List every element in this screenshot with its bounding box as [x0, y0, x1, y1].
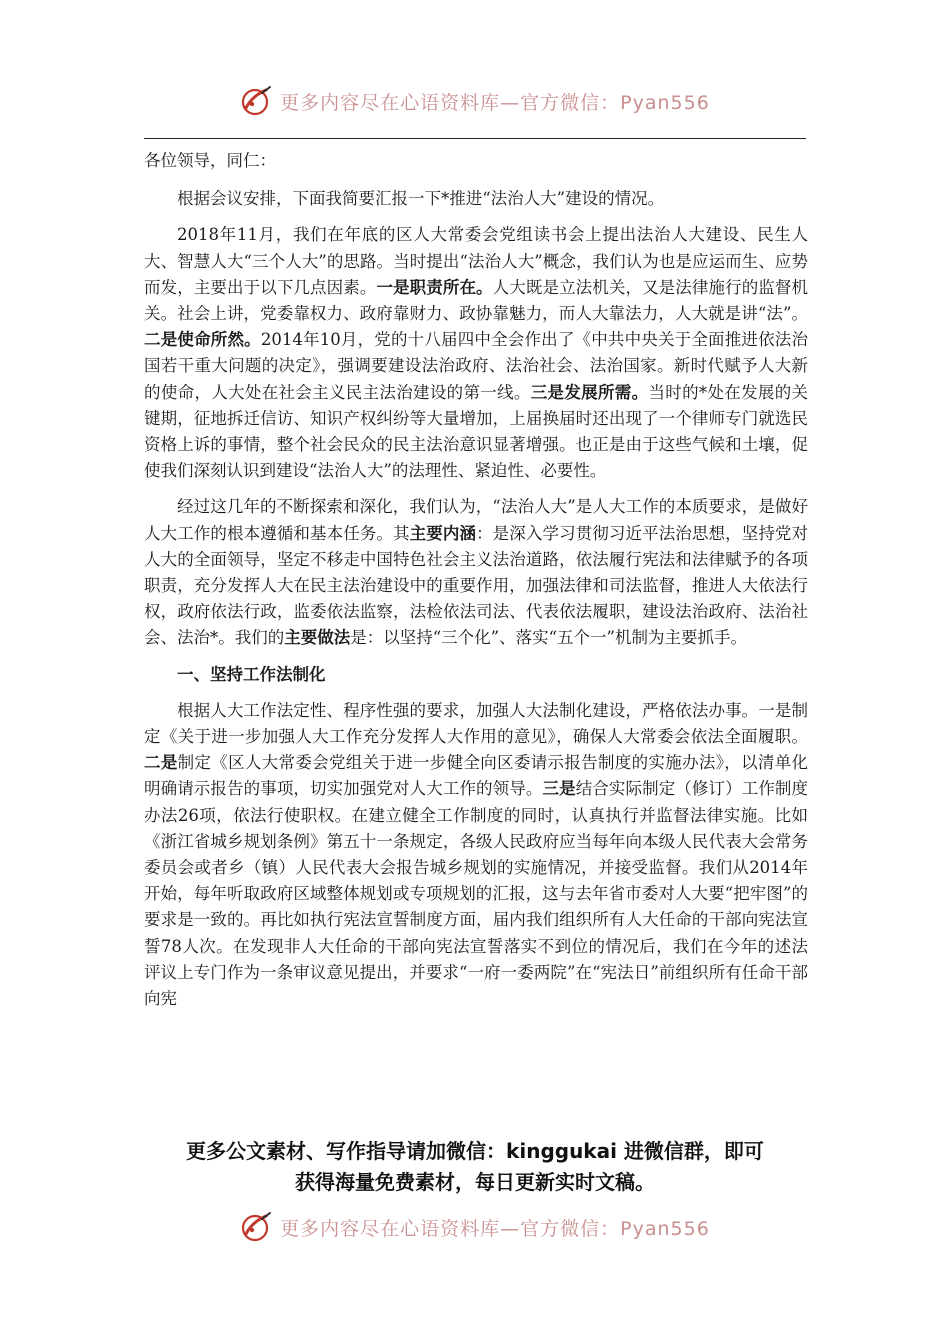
bold-phrase: 主要做法 — [284, 628, 351, 648]
text-run: 制定《区人大常委会党组关于进一步健全向区委请示报告制度的实施办法》，以清单化明确请示报告的事项，切实加强党对人大工作的领导。 — [144, 753, 809, 799]
header-divider — [144, 138, 806, 139]
text-run: 2014年10月，党的十八届四中全会作出了《中共中央关于全面推进依法治国若干重大问题的决定》，强调要建设法治政府、法治社会、法治国家。新时代赋予人大新的使命，人大处在社会主义民主法治建设的第一线。 — [144, 330, 808, 402]
promo-line: 获得海量免费素材，每日更新实时文稿。 — [295, 1170, 655, 1194]
promo-line: 更多公文素材、写作指导请加微信：kinggukai 进微信群，即可 — [186, 1139, 764, 1163]
bold-phrase: 二是 — [144, 753, 178, 773]
paragraph-legalization — [144, 698, 808, 1012]
bold-phrase: 一是职责所在。 — [376, 277, 493, 297]
text-run: 结合实际制定（修订）工作制度办法26项，依法行使职权。在建立健全工作制度的同时，认真执行并监督法律实施。比如《浙江省城乡规划条例》第五十一条规定，各级人民政府应当每年向本级人民代表大会常务委员会或者乡（镇）人民代表大会报告城乡规划的实施情况，并接受监督。我们从2014年开始，每年听取政府区域整体规划或专项规划的汇报，这与去年省市委对人大要“把牢图”的要求是一致的。再比如执行宪法宣誓制度方面，届内我们组织所有人大任命的干部向宪法宣誓78人次。在发现非人大任命的干部向宪法宣誓落实不到位的情况后，我们在今年的述法评议上专门作为一条审议意见提出，并要求“一府一委两院”在“宪法日”前组织所有任命干部向宪 — [144, 779, 809, 1009]
text-run: 2018年11月，我们在年底的区人大常委会党组读书会上提出法治人大建设、民生人大、智慧人大“三个人大”的思路。当时提出“法治人大”概念，我们认为也是应运而生、应势而发，主要出于以下几点因素。 — [144, 225, 808, 297]
bold-phrase: 主要内涵 — [409, 523, 477, 543]
header-banner — [0, 84, 950, 118]
text-run: 根据人大工作法定性、程序性强的要求，加强人大法制化建设，严格依法办事。一是制定《关于进一步加强人大工作充分发挥人大作用的意见》，确保人大常委会依法全面履职。 — [144, 700, 808, 747]
text-run: 人大既是立法机关，又是法律施行的监督机关。社会上讲，党委靠权力、政府靠财力、政协靠魅力，而人大靠法力，人大就是讲“法”。 — [144, 277, 809, 324]
paragraph-intro: 根据会议安排，下面我简要汇报一下*推进“法治人大”建设的情况。 — [177, 189, 665, 209]
brush-pen-logo-icon — [240, 1210, 274, 1244]
text-run: ：是深入学习贯彻习近平法治思想，坚持党对人大的全面领导，坚定不移走中国特色社会主义法治道路，依法履行宪法和法律赋予的各项职责，充分发挥人大在民主法治建设中的重要作用，加强法律和司法监督，推进人大依法行权，政府依法行政，监委依法监察，法检依法司法、代表依法履职，建设法治政府、法治社会、法治*。我们的 — [144, 523, 809, 648]
text-run: 是：以坚持“三个化”、落实“五个一”机制为主要抓手。 — [350, 628, 747, 648]
paragraph-background — [144, 222, 808, 484]
brush-pen-logo-icon — [240, 84, 274, 118]
bold-phrase: 三是 — [542, 779, 576, 799]
promo-block — [120, 1136, 830, 1198]
greeting: 各位领导，同仁： — [144, 151, 276, 170]
paragraph-connotation — [144, 494, 808, 651]
text-run: 当时的*处在发展的关键期，征地拆迁信访、知识产权纠纷等大量增加，上届换届时还出现了一个律师专门就选民资格上诉的事情，整个社会民众的民主法治意识显著增强。也正是由于这些气候和土壤，促使我们深刻认识到建设“法治人大”的法理性、紧迫性、必要性。 — [144, 382, 809, 481]
text-run: 经过这几年的不断探索和深化，我们认为，“法治人大”是人大工作的本质要求，是做好人大工作的根本遵循和基本任务。其 — [144, 497, 808, 543]
document-body — [144, 148, 808, 1022]
bold-phrase: 二是使命所然。 — [144, 330, 261, 350]
header-banner-text: 更多内容尽在心语资料库—官方微信：Pyan556 — [280, 91, 710, 114]
section-heading: 一、坚持工作法制化 — [177, 664, 326, 684]
footer-banner — [0, 1210, 950, 1244]
bold-phrase: 三是发展所需。 — [530, 382, 649, 402]
footer-banner-text: 更多内容尽在心语资料库—官方微信：Pyan556 — [280, 1217, 710, 1240]
